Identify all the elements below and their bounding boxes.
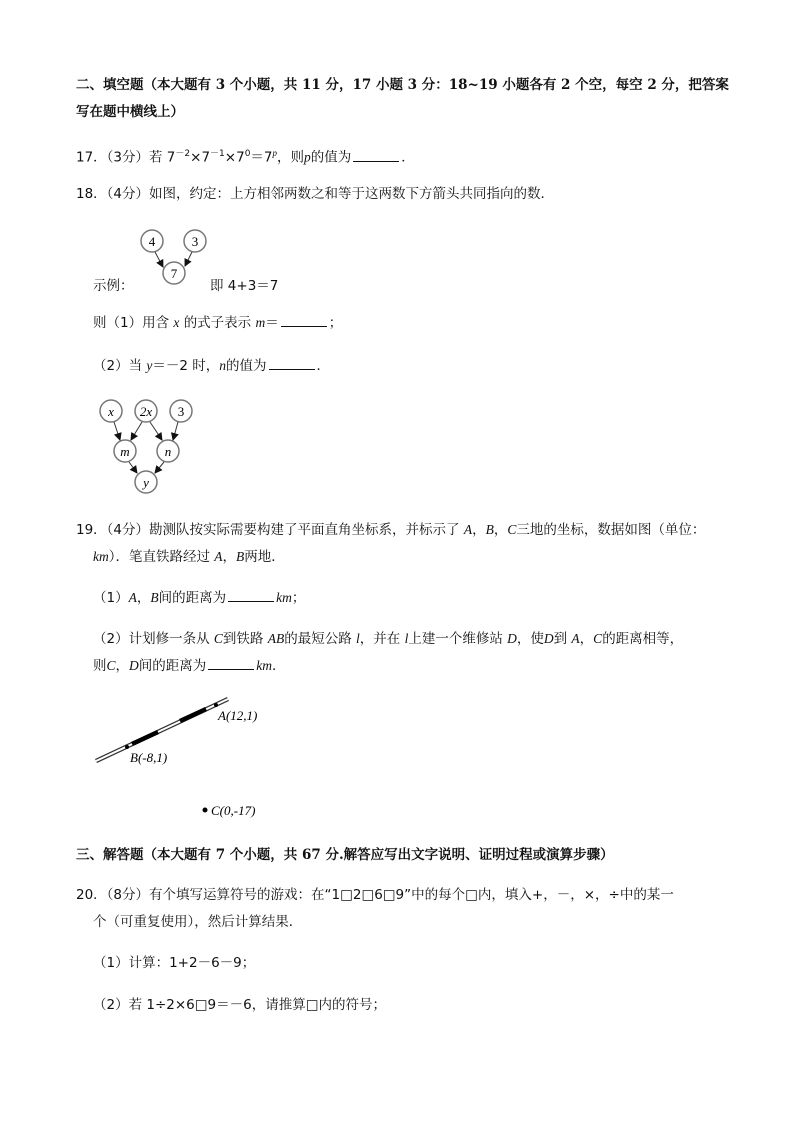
q17-text: ×7 — [190, 149, 211, 166]
arrow — [173, 422, 178, 440]
unit: km — [276, 590, 292, 605]
text: 的距离相等， — [602, 631, 684, 647]
var: A — [128, 590, 137, 605]
node-label: 2x — [139, 404, 153, 419]
var: D — [129, 658, 139, 673]
q17-exp: －1 — [210, 149, 225, 159]
text: 上建一个维修站 — [408, 631, 503, 647]
var: C — [507, 522, 517, 537]
q18-part2 — [93, 357, 330, 375]
text: 则（1）用含 — [93, 315, 170, 331]
text: 的值为 — [226, 358, 267, 374]
text: 间的距离为 — [138, 658, 207, 674]
point-A — [214, 703, 218, 707]
var: l — [404, 631, 409, 646]
railway-segment — [132, 732, 158, 744]
text: 到铁路 — [222, 631, 264, 647]
railway-segment — [180, 709, 206, 721]
text: ， — [115, 658, 130, 674]
var: A — [214, 549, 223, 564]
text: ，并在 — [359, 631, 401, 647]
text: ， — [222, 549, 237, 565]
var: C — [593, 631, 603, 646]
node-label: 7 — [170, 266, 178, 281]
var: y — [146, 358, 153, 373]
var: B — [150, 590, 159, 605]
q17-exp: 0 — [244, 149, 251, 159]
text: 的最短公路 — [284, 631, 352, 647]
q17-exp: p — [272, 148, 278, 158]
node-label: m — [120, 444, 130, 459]
answer-blank[interactable] — [281, 314, 327, 327]
text: （2）计划修一条从 — [93, 631, 210, 647]
var: C — [213, 631, 223, 646]
var: x — [173, 315, 180, 330]
node-label: y — [143, 475, 149, 490]
var: A — [571, 631, 580, 646]
text: ）．笔直铁路经过 — [108, 549, 210, 565]
text: 三地的坐标，数据如图（单位： — [516, 522, 706, 538]
var: n — [219, 358, 227, 373]
label-A: A(12,1) — [218, 708, 258, 723]
label-B: B(-8,1) — [130, 750, 168, 765]
var: D — [507, 631, 517, 646]
arrow — [185, 252, 192, 266]
q19-part2 — [93, 630, 683, 648]
text: ． — [316, 358, 331, 374]
text: ，使 — [516, 631, 544, 647]
unit: km — [256, 658, 273, 673]
node-label: 3 — [191, 234, 199, 249]
answer-blank[interactable] — [269, 357, 315, 370]
section2-heading-line1: 二、填空题（本大题有 3 个小题，共 11 分，17 小题 3 分：18~19 小题各有 2 个空，每空 2 分，把答案 — [76, 77, 729, 93]
q19-line1 — [76, 521, 705, 539]
q19-part1 — [93, 589, 305, 607]
var: C — [106, 658, 116, 673]
q20-part1: （1）计算：1+2－6－9； — [93, 955, 256, 971]
var: l — [356, 631, 360, 646]
q19-line2 — [93, 548, 285, 566]
node-label: n — [164, 444, 172, 459]
text: （1） — [93, 590, 129, 606]
example-label: 示例： — [93, 278, 134, 294]
text: ＝ — [265, 315, 279, 331]
q19-part2-line2 — [93, 657, 286, 675]
answer-blank[interactable] — [228, 589, 274, 602]
node-label: 3 — [177, 404, 185, 419]
node-label: x — [108, 404, 114, 419]
q20-part2: （2）若 1÷2×6□9＝－6，请推算□内的符号； — [93, 997, 386, 1013]
q17-text: 17．（3分）若 7 — [76, 149, 176, 166]
text: 到 — [553, 631, 568, 647]
q17-text: ，则 — [277, 149, 305, 166]
text: ＝－2 时， — [152, 358, 220, 374]
arrow — [131, 422, 142, 440]
text: （2）当 — [93, 358, 143, 374]
text: ， — [493, 522, 508, 538]
var: D — [543, 631, 554, 646]
arrow — [129, 462, 137, 473]
text: ． — [272, 658, 286, 674]
point-C — [203, 808, 208, 813]
text: 两地． — [244, 549, 285, 565]
q17-text: ＝7 — [250, 149, 273, 166]
q20-line1: 20．（8分）有个填写运算符号的游戏：在“1□2□6□9”中的每个□内，填入+，－，×，÷中的某一 — [76, 887, 674, 903]
question-18-stem: 18．（4分）如图，约定：上方相邻两数之和等于这两数下方箭头共同指向的数． — [76, 186, 555, 202]
q18-part1 — [93, 314, 342, 332]
section2-heading-line2: 写在题中横线上） — [76, 104, 184, 120]
var: A — [463, 522, 473, 537]
text: 则 — [93, 658, 107, 674]
example-text: 即 4+3＝7 — [210, 278, 279, 294]
answer-blank[interactable] — [208, 657, 254, 670]
arrow — [114, 422, 120, 440]
q17-text: ×7 — [224, 149, 245, 166]
section3-heading: 三、解答题（本大题有 7 个小题，共 67 分.解答应写出文字说明、证明过程或演算步骤） — [76, 847, 614, 863]
q17-text: ． — [401, 149, 415, 166]
var: m — [255, 315, 266, 330]
q17-text: 的值为 — [310, 149, 352, 166]
label-C: C(0,-17) — [211, 803, 256, 818]
text: ， — [136, 590, 151, 606]
unit: km — [93, 549, 109, 564]
railway-figure — [96, 699, 257, 818]
q17-var: p — [304, 149, 311, 165]
text: 间的距离为 — [158, 590, 227, 606]
text: ； — [291, 590, 306, 606]
var: B — [485, 522, 494, 537]
text: ， — [472, 522, 486, 538]
arrow — [150, 422, 162, 440]
arrow — [155, 462, 164, 473]
q20-line2: 个（可重复使用），然后计算结果． — [93, 914, 303, 930]
var: B — [236, 549, 245, 564]
text: ； — [328, 315, 343, 331]
var: AB — [267, 631, 285, 646]
text: 19．（4分）勘测队按实际需要构建了平面直角坐标系，并标示了 — [76, 522, 460, 538]
arrow — [155, 252, 163, 267]
text: 的式子表示 — [183, 315, 252, 331]
q17-exp: －2 — [175, 149, 191, 159]
text: ， — [579, 631, 594, 647]
point-B — [125, 745, 129, 749]
node-label: 4 — [148, 234, 156, 249]
